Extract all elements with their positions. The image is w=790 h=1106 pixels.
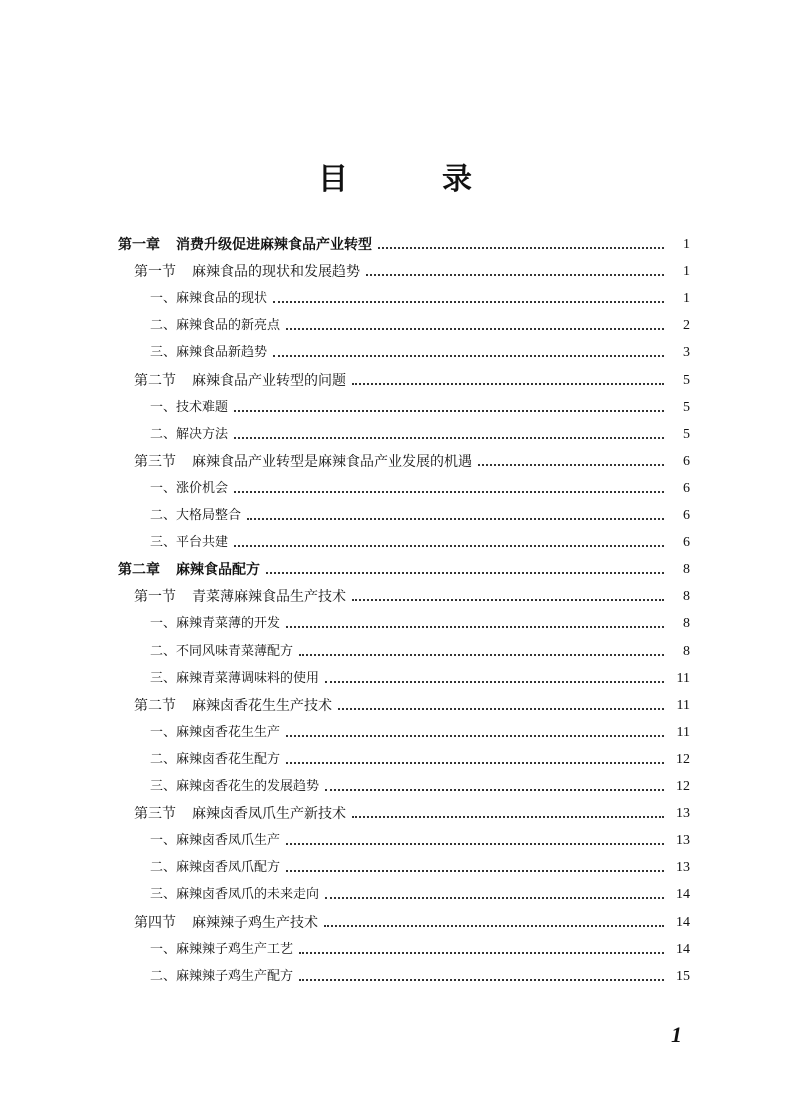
toc-section-entry[interactable] [134, 801, 690, 827]
toc-entry-label [134, 584, 346, 610]
toc-entry-label [134, 801, 346, 827]
toc-section-entry[interactable] [134, 584, 690, 610]
toc-item-entry[interactable] [150, 422, 690, 448]
toc-entry-text: 麻辣卤香花生生产技术 [192, 697, 332, 714]
toc-entry-label [150, 395, 228, 421]
toc-entry-label [134, 368, 346, 394]
toc-item-entry[interactable] [150, 747, 690, 773]
toc-entry-page: 14 [676, 941, 690, 957]
toc-entry-page: 2 [683, 318, 690, 334]
dot-leader [286, 747, 664, 773]
dot-leader [286, 313, 664, 339]
toc-entry-label [150, 340, 267, 366]
toc-entry-number: 第二节 [134, 697, 176, 714]
toc-entry-label [150, 503, 241, 529]
toc-entry-page: 5 [683, 372, 690, 388]
toc-entry-number: 第二节 [134, 372, 176, 389]
toc-entry-text: 消费升级促进麻辣食品产业转型 [176, 237, 372, 253]
dot-leader [325, 666, 664, 692]
toc-section-entry[interactable] [134, 693, 690, 719]
toc-entry-number: 第三节 [134, 453, 176, 470]
toc-entry-text: 二、麻辣卤香花生配方 [150, 751, 281, 767]
toc-entry-text: 一、涨价机会 [150, 480, 229, 496]
dot-leader [286, 828, 664, 854]
dot-leader [325, 882, 664, 908]
toc-entry-page: 11 [676, 670, 690, 686]
dot-leader [352, 801, 664, 827]
toc-chapter-entry[interactable] [118, 232, 690, 258]
toc-entry-number: 第一节 [134, 589, 176, 606]
toc-entry-text: 一、麻辣食品的现状 [150, 291, 268, 307]
toc-entry-text: 一、麻辣卤香花生生产 [150, 724, 281, 740]
dot-leader [478, 449, 664, 475]
toc-entry-label [150, 530, 228, 556]
toc-item-entry[interactable] [150, 286, 690, 312]
toc-entry-number: 第一节 [134, 264, 176, 281]
toc-entry-text: 三、麻辣卤香花生的发展趋势 [150, 779, 320, 794]
toc-item-entry[interactable] [150, 720, 690, 746]
toc-section-entry[interactable] [134, 910, 690, 936]
toc-entry-number: 第三节 [134, 806, 176, 823]
toc-entry-page: 11 [676, 697, 690, 713]
toc-entry-page: 5 [683, 426, 690, 442]
toc-entry-label [118, 232, 372, 258]
toc-entry-page: 6 [683, 508, 690, 523]
toc-entry-text: 麻辣卤香凤爪生产新技术 [192, 806, 346, 823]
toc-entry-number: 第二章 [118, 562, 160, 579]
toc-entry-label [118, 557, 260, 583]
toc-entry-page: 6 [683, 480, 690, 496]
toc-entry-label [134, 693, 332, 719]
toc-entry-text: 青菜薄麻辣食品生产技术 [192, 589, 346, 606]
dot-leader [338, 693, 664, 719]
toc-entry-label [134, 910, 318, 936]
toc-entry-label [150, 313, 280, 339]
toc-entry-number: 第四节 [134, 914, 176, 931]
dot-leader [286, 611, 664, 637]
toc-entry-text: 三、麻辣食品新趋势 [150, 345, 268, 361]
toc-entry-page: 8 [683, 616, 690, 632]
toc-entry-label [150, 720, 280, 746]
toc-item-entry[interactable] [150, 774, 690, 800]
toc-entry-label [134, 449, 472, 475]
toc-entry-text: 一、麻辣辣子鸡生产工艺 [150, 941, 294, 957]
toc-entry-text: 一、技术难题 [150, 399, 229, 415]
toc-entry-label [150, 639, 293, 665]
toc-section-entry[interactable] [134, 259, 690, 285]
toc-entry-label [150, 747, 280, 773]
toc-item-entry[interactable] [150, 395, 690, 421]
toc-entry-text: 三、麻辣青菜薄调味料的使用 [150, 670, 320, 686]
toc-item-entry[interactable] [150, 855, 690, 881]
toc-entry-text: 一、麻辣青菜薄的开发 [150, 616, 281, 632]
toc-entry-page: 11 [676, 724, 690, 740]
toc-entry-text: 麻辣食品产业转型是麻辣食品产业发展的机遇 [192, 453, 472, 470]
dot-leader [286, 855, 664, 881]
toc-entry-page: 8 [683, 562, 690, 578]
page-title: 目 录 [318, 162, 504, 197]
dot-leader [299, 937, 664, 963]
toc-entry-page: 6 [683, 535, 690, 551]
toc-entry-text: 麻辣食品的现状和发展趋势 [192, 264, 360, 281]
toc-item-entry[interactable] [150, 313, 690, 339]
toc-entry-page: 12 [676, 751, 690, 767]
toc-entry-page: 13 [676, 833, 690, 849]
toc-entry-page: 1 [683, 264, 690, 280]
toc-item-entry[interactable] [150, 639, 690, 665]
toc-entry-page: 13 [676, 860, 690, 876]
toc-section-entry[interactable] [134, 368, 690, 394]
toc-entry-page: 15 [676, 968, 690, 984]
toc-entry-label [134, 259, 360, 285]
toc-item-entry[interactable] [150, 476, 690, 502]
toc-entry-text: 二、麻辣卤香凤爪配方 [150, 860, 281, 876]
toc-entry-label [150, 611, 280, 637]
toc-entry-label [150, 964, 293, 990]
toc-entry-page: 6 [683, 453, 690, 469]
toc-entry-label [150, 774, 319, 800]
dot-leader [247, 503, 664, 529]
dot-leader [352, 368, 664, 394]
toc-entry-page: 5 [683, 399, 690, 415]
toc-entry-page: 1 [683, 291, 690, 307]
dot-leader [366, 259, 664, 285]
dot-leader [273, 286, 664, 312]
dot-leader [324, 910, 664, 936]
toc-entry-page: 12 [676, 779, 690, 794]
toc-entry-number: 第一章 [118, 237, 160, 253]
toc-entry-page: 13 [676, 806, 690, 822]
toc-chapter-entry[interactable] [118, 557, 690, 583]
toc-entry-text: 二、麻辣辣子鸡生产配方 [150, 968, 294, 984]
toc-entry-text: 一、麻辣卤香凤爪生产 [150, 833, 281, 849]
toc-item-entry[interactable] [150, 503, 690, 529]
toc-entry-text: 麻辣食品配方 [176, 562, 260, 579]
toc-item-entry[interactable] [150, 340, 690, 366]
toc-item-entry[interactable] [150, 666, 690, 692]
toc-entry-text: 三、平台共建 [150, 535, 229, 551]
toc-entry-text: 二、麻辣食品的新亮点 [150, 318, 281, 334]
toc-entry-label [150, 882, 319, 908]
dot-leader [352, 584, 664, 610]
toc-entry-page: 3 [683, 345, 690, 361]
toc-entry-label [150, 828, 280, 854]
toc-entry-text: 二、大格局整合 [150, 508, 242, 523]
toc-entry-text: 麻辣辣子鸡生产技术 [192, 914, 318, 931]
toc-entry-label [150, 422, 228, 448]
dot-leader [234, 422, 664, 448]
toc-item-entry[interactable] [150, 964, 690, 990]
toc-entry-label [150, 476, 228, 502]
dot-leader [234, 395, 664, 421]
toc-item-entry[interactable] [150, 611, 690, 637]
toc-entry-page: 14 [676, 887, 690, 903]
dot-leader [325, 774, 664, 800]
toc-entry-page: 8 [683, 589, 690, 605]
toc-entry-text: 三、麻辣卤香凤爪的未来走向 [150, 887, 320, 903]
toc-entry-text: 二、不同风味青菜薄配方 [150, 643, 294, 659]
dot-leader [299, 964, 664, 990]
dot-leader [273, 340, 664, 366]
toc-entry-text: 麻辣食品产业转型的问题 [192, 372, 346, 389]
dot-leader [286, 720, 664, 746]
page-number: 1 [671, 1022, 682, 1047]
toc-entry-page: 1 [683, 237, 690, 252]
dot-leader [234, 530, 664, 556]
toc-section-entry[interactable] [134, 449, 690, 475]
dot-leader [234, 476, 664, 502]
toc-item-entry[interactable] [150, 882, 690, 908]
toc-entry-label [150, 937, 293, 963]
dot-leader [299, 639, 664, 665]
toc-entry-page: 14 [676, 914, 690, 930]
toc-item-entry[interactable] [150, 937, 690, 963]
toc-entry-text: 二、解决方法 [150, 426, 229, 442]
dot-leader [378, 232, 664, 258]
toc-entry-label [150, 286, 267, 312]
dot-leader [266, 557, 664, 583]
toc-entry-page: 8 [683, 643, 690, 659]
toc-entry-label [150, 666, 319, 692]
toc-item-entry[interactable] [150, 530, 690, 556]
toc-entry-label [150, 855, 280, 881]
toc-item-entry[interactable] [150, 828, 690, 854]
